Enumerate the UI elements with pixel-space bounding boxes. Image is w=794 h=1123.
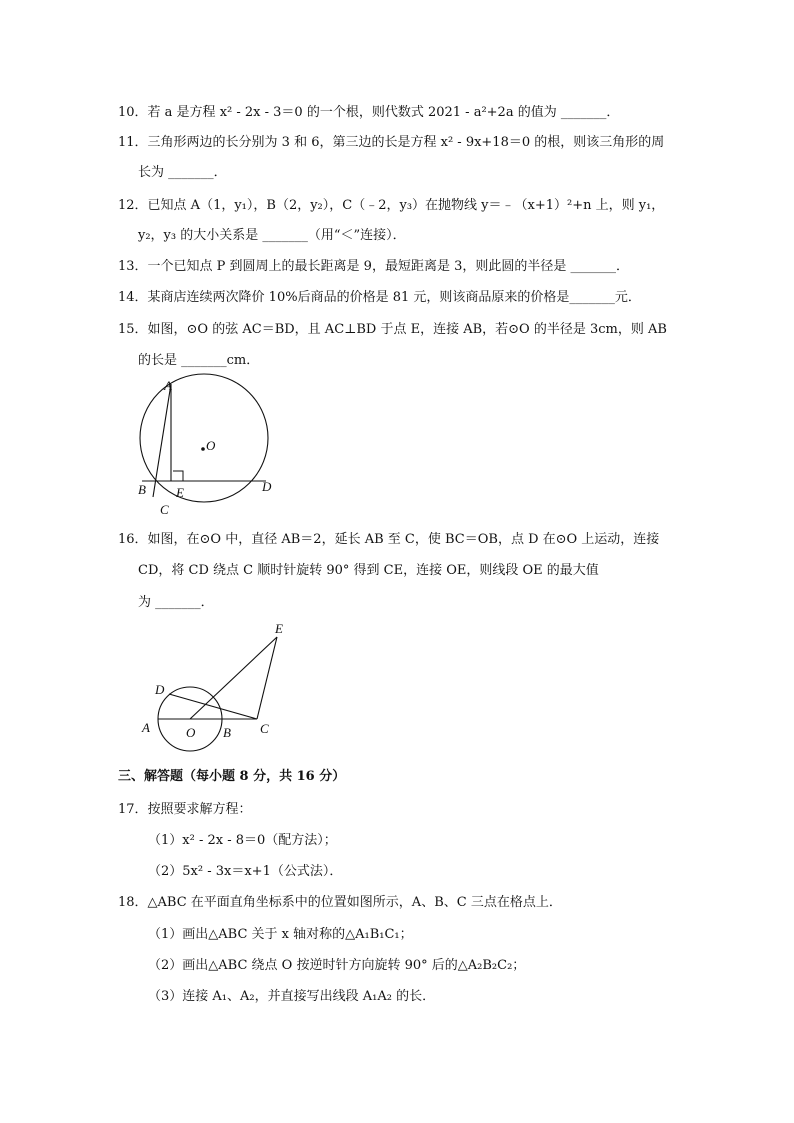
problem-15-line2: 的长是 _______cm．	[138, 353, 260, 368]
problem-16-line2: CD，将 CD 绕点 C 顺时针旋转 90° 得到 CE，连接 OE，则线段 OE 的最大值	[138, 563, 599, 578]
problem-17-part1: （1）x² - 2x - 8＝0（配方法）；	[148, 833, 337, 848]
fig16-line-ce	[257, 637, 277, 719]
problem-17-part2: （2）5x² - 3x＝x+1（公式法）．	[148, 864, 343, 879]
section-3-heading: 三、解答题（每小题 8 分，共 16 分）	[118, 769, 346, 784]
problem-18: 18．△ABC 在平面直角坐标系中的位置如图所示，A、B、C 三点在格点上．	[118, 895, 562, 910]
problem-16-line3: 为 _______．	[138, 595, 214, 610]
problem-18-part2: （2）画出△ABC 绕点 O 按逆时针方向旋转 90° 后的△A₂B₂C₂；	[148, 958, 526, 973]
problem-12-line2: y₂，y₃ 的大小关系是 _______（用“＜”连接）．	[138, 228, 406, 243]
fig16-line-oe	[190, 637, 277, 719]
fig16-label-o: O	[186, 725, 196, 740]
problem-11-line1: 11．三角形两边的长分别为 3 和 6，第三边的长是方程 x² - 9x+18＝0 的根，则该三角形的周	[118, 135, 665, 150]
problem-14: 14．某商店连续两次降价 10%后商品的价格是 81 元，则该商品原来的价格是_______元．	[118, 290, 641, 305]
fig15-label-a: A	[164, 378, 172, 393]
fig15-label-d: D	[262, 479, 272, 494]
fig16-label-a: A	[142, 720, 150, 735]
problem-12-line1: 12．已知点 A（1，y₁），B（2，y₂），C（﹣2，y₃）在抛物线 y＝﹣（x+1）²+n 上，则 y₁，	[118, 198, 665, 213]
fig16-label-c: C	[260, 721, 269, 736]
problem-11-line2: 长为 _______．	[138, 165, 227, 180]
fig16-label-b: B	[223, 725, 231, 740]
problem-18-part1: （1）画出△ABC 关于 x 轴对称的△A₁B₁C₁；	[148, 927, 413, 942]
problem-10: 10．若 a 是方程 x² - 2x - 3＝0 的一个根，则代数式 2021 - a²+2a 的值为 _______．	[118, 105, 620, 120]
problem-15-line1: 15．如图，⊙O 的弦 AC＝BD，且 AC⊥BD 于点 E，连接 AB，若⊙O 的半径是 3cm，则 AB	[118, 322, 667, 337]
problem-16-line1: 16．如图，在⊙O 中，直径 AB＝2，延长 AB 至 C，使 BC＝OB，点 D 在⊙O 上运动，连接	[118, 532, 660, 547]
problem-13: 13．一个已知点 P 到圆周上的最长距离是 9，最短距离是 3，则此圆的半径是 _______．	[118, 259, 629, 274]
problem-18-part3: （3）连接 A₁、A₂，并直接写出线段 A₁A₂ 的长．	[148, 989, 436, 1004]
fig15-label-b: B	[138, 482, 146, 497]
fig16-label-e: E	[275, 621, 283, 636]
fig15-label-o: O	[206, 438, 216, 453]
problem-17: 17．按照要求解方程：	[118, 802, 252, 817]
fig15-label-e: E	[176, 485, 184, 500]
fig16-label-d: D	[155, 682, 165, 697]
fig15-label-c: C	[160, 502, 169, 517]
